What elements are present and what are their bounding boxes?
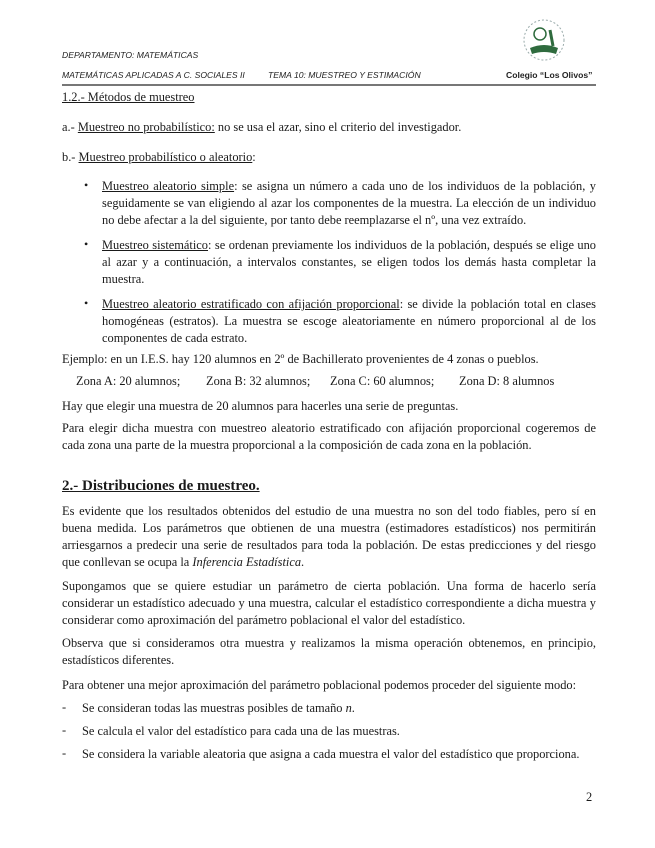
paragraph-a: a.- Muestreo no probabilístico: no se usa el azar, sino el criterio del investigador. — [62, 120, 462, 134]
sample-text: Hay que elegir una muestra de 20 alumnos para hacerles una serie de preguntas. — [62, 399, 459, 413]
list-item: Se consideran todas las muestras posibles de tamaño n. — [82, 701, 355, 715]
zone-d: Zona D: 8 alumnos — [459, 374, 555, 388]
section-heading: 1.2.- Métodos de muestreo — [62, 90, 195, 104]
section-2-heading: 2.- Distribuciones de muestreo. — [62, 478, 260, 494]
header-rule — [62, 84, 596, 86]
paragraph: Observa que si consideramos otra muestra y realizamos la misma operación obtenemos, en principio, estadísticos diferentes. — [62, 636, 596, 667]
paragraph: Supongamos que se quiere estudiar un parámetro de cierta población. Una forma de hacerlo sería considerar un estadístico adecuado y una muestra, calcular el estadístico correspondiente a dicha muestra y considerar como aproximación del parámetro poblacional el valor del estadístico. — [62, 579, 596, 627]
list-item: Muestreo aleatorio simple: se asigna un número a cada uno de los individuos de la población, y seguidamente se van eligiendo al azar los componentes de la muestra. La elección de un individuo no debe afectar a la del siguiente, por tanto debe reemplazarse el nº, una vez extraído. — [102, 179, 596, 227]
bullet-icon: • — [84, 178, 89, 192]
zone-a: Zona A: 20 alumnos; — [76, 374, 181, 388]
choose-text: Para elegir dicha muestra con muestreo aleatorio estratificado con afijación proporcional cogeremos de cada zona una parte de la muestra proporcional a la composición de cada zona en la población. — [62, 421, 596, 452]
subject-label: MATEMÁTICAS APLICADAS A C. SOCIALES II — [62, 70, 245, 80]
list-item: Se calcula el valor del estadístico para cada una de las muestras. — [82, 724, 400, 738]
paragraph: Para obtener una mejor aproximación del parámetro poblacional podemos proceder del siguiente modo: — [62, 678, 577, 692]
dash-marker: - — [62, 723, 67, 737]
paragraph-b: b.- Muestreo probabilístico o aleatorio: — [62, 150, 256, 164]
department-label: DEPARTAMENTO: MATEMÁTICAS — [62, 50, 199, 60]
list-item: Muestreo sistemático: se ordenan previamente los individuos de la población, después se elige uno al azar y a continuación, a intervalos constantes, se eligen todos los demás hasta completar la muestra. — [102, 238, 596, 286]
school-name: Colegio “Los Olivos” — [506, 70, 593, 80]
zone-b: Zona B: 32 alumnos; — [206, 374, 311, 388]
paragraph: Es evidente que los resultados obtenidos del estudio de una muestra no son del todo fiables, pero sí en buena medida. Los parámetros que obtienen de una muestra (estimadores estadísticos) nos permitirán arriesgarnos a predecir una serie de resultados para toda la población. De estas predicciones y del riesgo que conllevan se ocupa la Inferencia Estadística. — [62, 504, 596, 569]
page-number: 2 — [586, 790, 593, 804]
bullet-icon: • — [84, 296, 89, 310]
dash-marker: - — [62, 700, 67, 714]
bullet-icon: • — [84, 237, 89, 251]
school-logo — [522, 18, 566, 62]
zone-c: Zona C: 60 alumnos; — [330, 374, 435, 388]
list-item: Se considera la variable aleatoria que asigna a cada muestra el valor del estadístico que proporciona. — [82, 747, 580, 761]
dash-marker: - — [62, 746, 67, 760]
list-item: Muestreo aleatorio estratificado con afijación proporcional: se divide la población total en clases homogéneas (estratos). La muestra se escoge aleatoriamente en número proporcional al de los componentes de cada estrato. — [102, 297, 596, 345]
example-text: Ejemplo: en un I.E.S. hay 120 alumnos en 2º de Bachillerato provenientes de 4 zonas o pueblos. — [62, 352, 539, 366]
topic-label: TEMA 10: MUESTREO Y ESTIMACIÓN — [268, 70, 421, 80]
